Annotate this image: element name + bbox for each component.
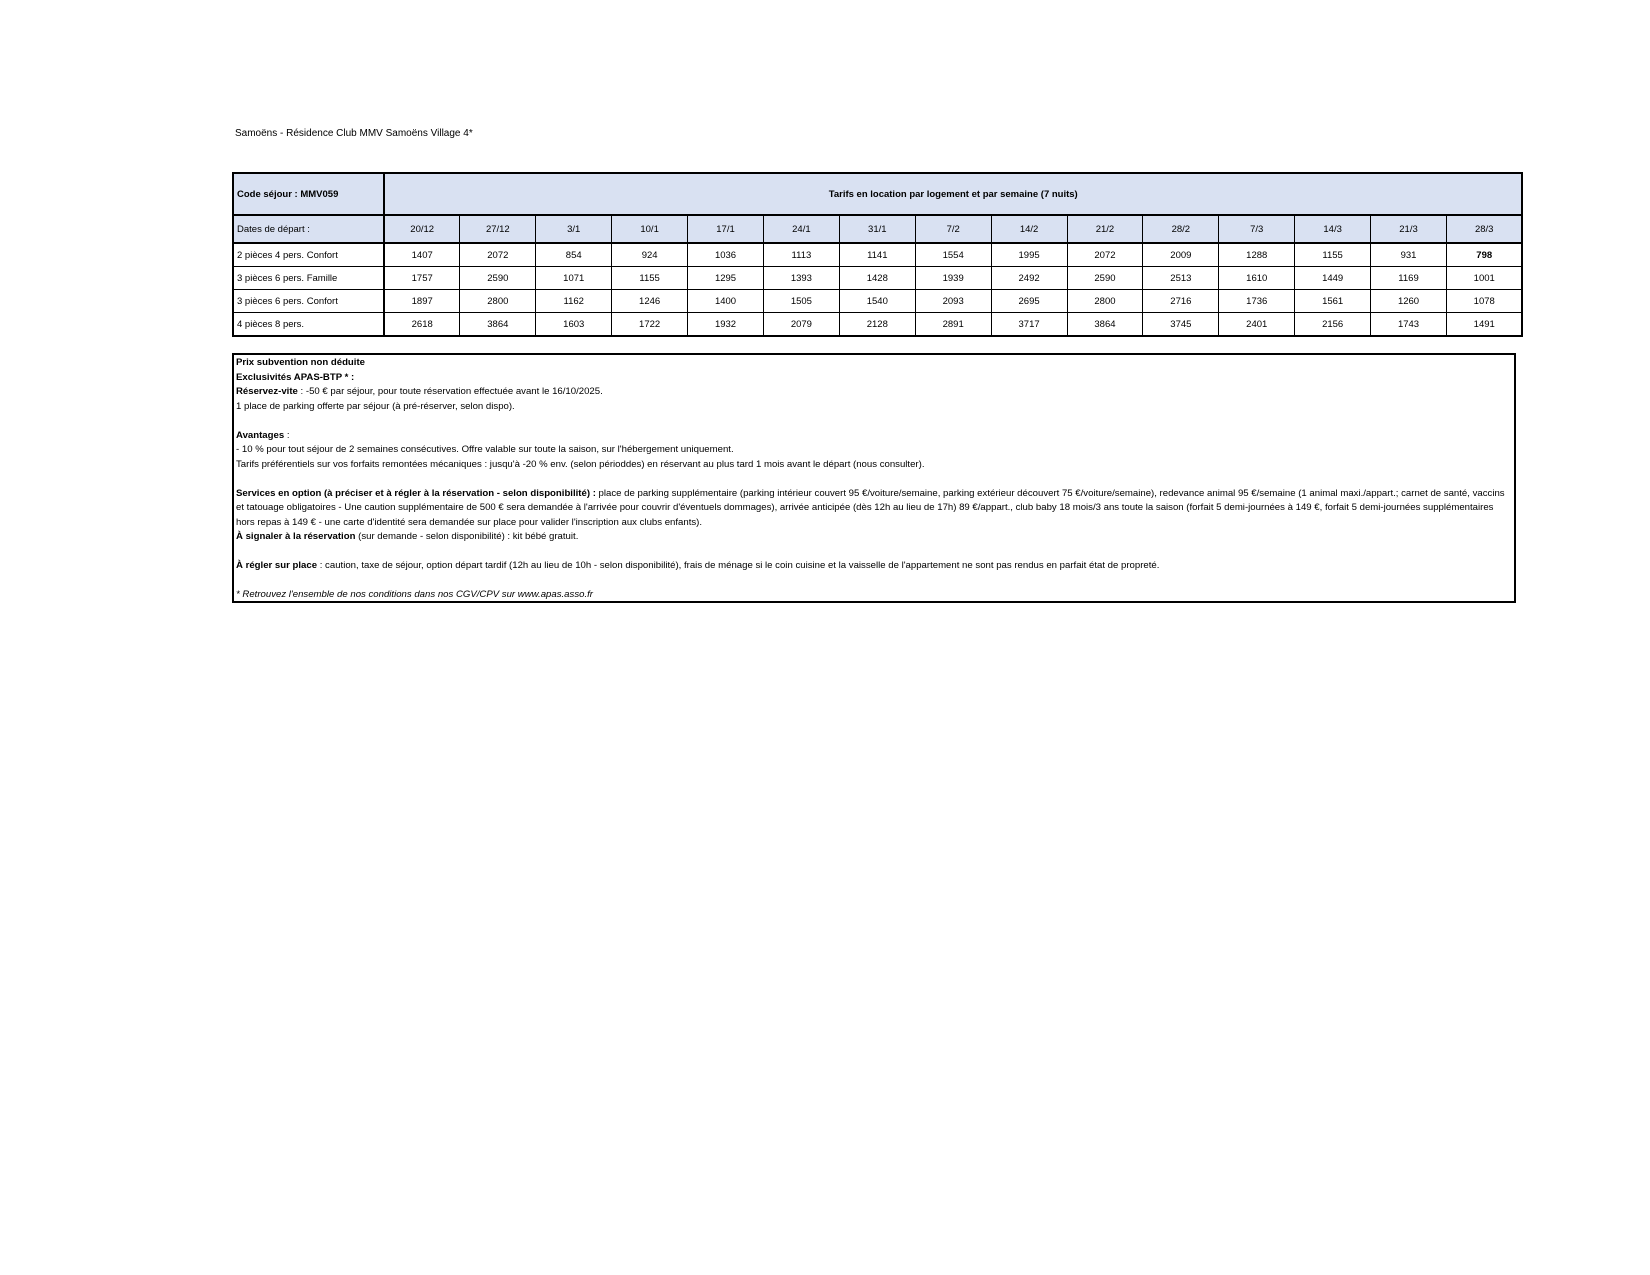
price-cell: 1078 — [1446, 290, 1522, 313]
price-cell: 1505 — [763, 290, 839, 313]
price-cell: 2156 — [1295, 313, 1371, 337]
price-cell: 2009 — [1143, 243, 1219, 267]
price-cell: 1736 — [1219, 290, 1295, 313]
note-services-text: place de parking supplémentaire (parking intérieur couvert 95 €/voiture/semaine, parking extérieur découvert 75 €/voiture/semaine), redevance animal 95 €/semaine (1 animal maxi./appart.; carnet de santé, vaccins et tatouage obligatoires - Une caution supplémentaire de 500 € sera demandée à l'arrivée pour couvrir d'éventuels dommages), arrivée anticipée (dès 12h au lieu de 17h) 89 €/appart., club baby 18 mois/3 ans toute la saison (forfait 5 demi-journées à 149 €, forfait 5 demi-journées supplémentaires hors repas à 149 € - une carte d'identité sera demandée sur place pour valider l'inscription aux clubs enfants). — [236, 487, 1505, 528]
price-cell: 2401 — [1219, 313, 1295, 337]
price-cell: 1743 — [1371, 313, 1447, 337]
table-row — [233, 290, 1522, 313]
date-header-cell: 21/2 — [1067, 215, 1143, 243]
note-reservez-label: Réservez-vite — [236, 386, 298, 397]
price-cell: 1155 — [612, 267, 688, 290]
price-cell: 3717 — [991, 313, 1067, 337]
price-cell: 1407 — [384, 243, 460, 267]
price-cell: 2128 — [839, 313, 915, 337]
price-cell: 1141 — [839, 243, 915, 267]
note-avantage-1: - 10 % pour tout séjour de 2 semaines consécutives. Offre valable sur toute la saison, sur l'hébergement uniquement. — [236, 444, 734, 455]
price-cell: 2590 — [1067, 267, 1143, 290]
price-cell: 1491 — [1446, 313, 1522, 337]
row-label: 3 pièces 6 pers. Confort — [233, 290, 384, 313]
date-header-cell: 3/1 — [536, 215, 612, 243]
price-cell: 1610 — [1219, 267, 1295, 290]
dates-row — [233, 215, 1522, 243]
price-cell: 1295 — [688, 267, 764, 290]
date-header-cell: 31/1 — [839, 215, 915, 243]
note-exclusivites: Exclusivités APAS-BTP * : — [236, 371, 355, 383]
price-cell: 1001 — [1446, 267, 1522, 290]
price-cell: 1288 — [1219, 243, 1295, 267]
stay-code-cell: Code séjour : MMV059 — [233, 173, 384, 215]
price-cell: 3864 — [460, 313, 536, 337]
price-cell: 2079 — [763, 313, 839, 337]
date-header-cell: 28/2 — [1143, 215, 1219, 243]
date-header-cell: 10/1 — [612, 215, 688, 243]
price-cell: 1939 — [915, 267, 991, 290]
price-cell: 1561 — [1295, 290, 1371, 313]
price-cell: 1400 — [688, 290, 764, 313]
note-regler-label: À régler sur place — [236, 560, 318, 571]
price-cell: 1162 — [536, 290, 612, 313]
price-cell: 2513 — [1143, 267, 1219, 290]
table-row — [233, 267, 1522, 290]
price-cell: 2800 — [1067, 290, 1143, 313]
note-parking: 1 place de parking offerte par séjour (à pré-réserver, selon dispo). — [236, 400, 515, 412]
date-header-cell: 28/3 — [1446, 215, 1522, 243]
price-cell: 1449 — [1295, 267, 1371, 290]
price-cell: 1603 — [536, 313, 612, 337]
price-cell: 1246 — [612, 290, 688, 313]
date-header-cell: 17/1 — [688, 215, 764, 243]
price-cell: 1113 — [763, 243, 839, 267]
table-header-row — [233, 173, 1522, 215]
price-cell: 2891 — [915, 313, 991, 337]
note-signaler-label: À signaler à la réservation — [236, 531, 356, 542]
price-cell: 1540 — [839, 290, 915, 313]
price-cell: 1071 — [536, 267, 612, 290]
note-avantage-2: Tarifs préférentiels sur vos forfaits remontées mécaniques : jusqu'à -20 % env. (selon périoddes) en réservant au plus tard 1 mois avant le départ (nous consulter). — [236, 458, 925, 470]
note-services-label: Services en option (à préciser et à régler à la réservation - selon disponibilité) : — [236, 487, 596, 499]
price-cell: 2072 — [460, 243, 536, 267]
rates-header-title: Tarifs en location par logement et par semaine (7 nuits) — [384, 173, 1522, 215]
note-avantages-label: Avantages — [236, 429, 285, 441]
date-header-cell: 21/3 — [1371, 215, 1447, 243]
row-label: 4 pièces 8 pers. — [233, 313, 384, 337]
price-cell: 2800 — [460, 290, 536, 313]
rates-table — [232, 172, 1523, 337]
price-cell: 1169 — [1371, 267, 1447, 290]
date-header-cell: 7/3 — [1219, 215, 1295, 243]
note-prix: Prix subvention non déduite — [236, 357, 365, 368]
price-cell: 854 — [536, 243, 612, 267]
price-cell: 1932 — [688, 313, 764, 337]
dates-label: Dates de départ : — [233, 215, 384, 243]
price-cell: 1036 — [688, 243, 764, 267]
price-cell: 2695 — [991, 290, 1067, 313]
price-cell: 2492 — [991, 267, 1067, 290]
price-cell: 798 — [1446, 243, 1522, 267]
price-cell: 2093 — [915, 290, 991, 313]
date-header-cell: 7/2 — [915, 215, 991, 243]
date-header-cell: 24/1 — [763, 215, 839, 243]
price-cell: 1897 — [384, 290, 460, 313]
price-cell: 3864 — [1067, 313, 1143, 337]
price-cell: 931 — [1371, 243, 1447, 267]
note-avantages-colon: : — [284, 429, 290, 441]
price-cell: 2072 — [1067, 243, 1143, 267]
price-cell: 1995 — [991, 243, 1067, 267]
price-cell: 1260 — [1371, 290, 1447, 313]
date-header-cell: 20/12 — [384, 215, 460, 243]
date-header-cell: 14/3 — [1295, 215, 1371, 243]
price-cell: 924 — [612, 243, 688, 267]
date-header-cell: 14/2 — [991, 215, 1067, 243]
date-header-cell: 27/12 — [460, 215, 536, 243]
row-label: 3 pièces 6 pers. Famille — [233, 267, 384, 290]
price-cell: 1722 — [612, 313, 688, 337]
note-signaler-text: (sur demande - selon disponibilité) : kit bébé gratuit. — [355, 531, 579, 542]
note-reservez-text: : -50 € par séjour, pour toute réservation effectuée avant le 16/10/2025. — [297, 386, 603, 397]
note-regler-text: : caution, taxe de séjour, option départ tardif (12h au lieu de 10h - selon disponibilité), frais de ménage si le coin cuisine et la vaisselle de l'appartement ne sont pas rendus en parfait état de propreté. — [317, 560, 1160, 571]
price-cell: 2716 — [1143, 290, 1219, 313]
notes-box — [232, 353, 1516, 603]
price-cell: 3745 — [1143, 313, 1219, 337]
page-title: Samoëns - Résidence Club MMV Samoëns Village 4* — [235, 128, 473, 139]
price-cell: 1757 — [384, 267, 460, 290]
price-cell: 1155 — [1295, 243, 1371, 267]
price-cell: 2590 — [460, 267, 536, 290]
row-label: 2 pièces 4 pers. Confort — [233, 243, 384, 267]
price-cell: 1393 — [763, 267, 839, 290]
note-footer: * Retrouvez l'ensemble de nos conditions dans nos CGV/CPV sur www.apas.asso.fr — [236, 589, 593, 600]
table-row — [233, 243, 1522, 267]
price-cell: 2618 — [384, 313, 460, 337]
price-cell: 1554 — [915, 243, 991, 267]
price-cell: 1428 — [839, 267, 915, 290]
table-row — [233, 313, 1522, 337]
